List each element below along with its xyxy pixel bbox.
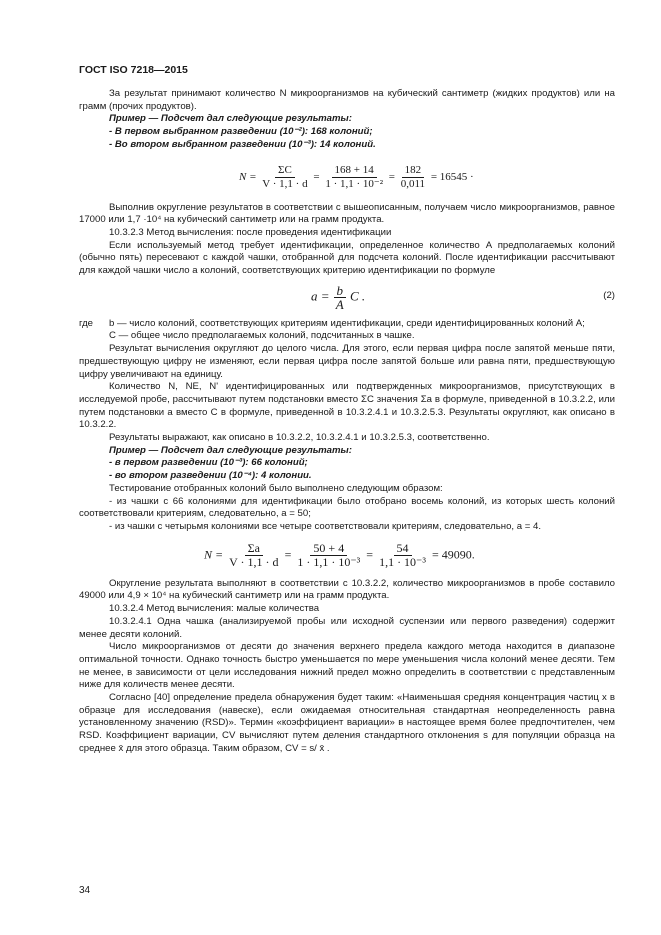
formula2-num: b — [334, 284, 347, 298]
paragraph-identification: Если используемый метод требует идентификации, определенное количество A предполагаемых колоний (обычно пять) пересевают с каждой чашки, отобранной для подсчета колоний. После идентификации рассчитывают для каждой чашки число a колоний, соответствующих критерию идентификации по формуле — [79, 239, 615, 277]
formula3-frac2-num: 50 + 4 — [310, 542, 347, 556]
paragraph-ten-colonies: Число микроорганизмов от десяти до значения верхнего предела каждого метода находится в диапазоне оптимальной точности. Однако точность быстро уменьшается по мере уменьшения числа колоний менее десяти. Тем не менее, в зависимости от цели исследования нижний предел можно определить в соответствии с представленным ниже для количеств менее десяти. — [79, 641, 615, 691]
example2-title: Пример — Подсчет дал следующие результаты: — [109, 444, 352, 456]
paragraph-result: За результат принимают количество N микроорганизмов на кубический сантиметр (жидких продуктов) или на грамм (прочих продуктов). — [79, 88, 615, 112]
formula3-frac3-den: 1,1 · 10⁻³ — [379, 554, 426, 569]
paragraph-rounding: Выполнив округление результатов в соответствии с вышеописанным, получаем число микроорганизмов, равное 17000 или 1,7 ·10⁴ на кубический сантиметр или на грамм продукта. — [79, 201, 615, 226]
formula2-den: A — [335, 296, 344, 312]
formula3-frac1-num: Σa — [245, 542, 263, 556]
where-b — [79, 318, 615, 331]
paragraph-dish-66: - из чашки с 66 колониями для идентификации было отобрано восемь колоний, из которых шесть колоний соответствовали критериям, следовательно, a = 50; — [79, 495, 615, 520]
formula-3: N = $\frac{\Sigma a}{V \cdot 1,1 \cdot d}$ = $\frac{50 + 4}{\text{1 · 1,1 · 10⁻³}}$ = $\frac{54}{\text{1,1 · 10⁻³}}$ = 49090. — [204, 540, 475, 569]
formula1-frac3-den: 0,011 — [400, 177, 426, 190]
formula-2 — [79, 278, 615, 318]
section-10-3-2-3: 10.3.2.3 Метод вычисления: после проведения идентификации — [109, 226, 392, 238]
formula1-frac3-num: 182 — [402, 164, 425, 178]
paragraph-detection-limit: Согласно [40] определение предела обнаружения будет таким: «Наименьшая средняя концентрация частиц x в образце для исследования (навеске), если ожидаемая относительная стандартная неопределенность равна установленному значению (RSD)». Термин «коэффициент вариации» в настоящее время более предпочтителен, чем RSD. Коэффициент вариации, CV вычисляют путем деления стандартного отклонения s для популяции образца на среднее x̄ для этого образца. Таким образом, CV = s/ x̄ . — [79, 692, 615, 754]
paragraph-express: Результаты выражают, как описано в 10.3.2.2, 10.3.2.4.1 и 10.3.2.5.3, соответственно. — [109, 432, 490, 444]
formula1-frac2-num: 168 + 14 — [332, 164, 377, 178]
running-header: ГОСТ ISO 7218—2015 — [79, 64, 188, 76]
paragraph-dish-4: - из чашки с четырьмя колониями все четыре соответствовали критериям, следовательно, a = 4. — [109, 520, 542, 532]
example1-line2: - Во втором выбранном разведении (10⁻³): 14 колоний. — [109, 138, 376, 150]
formula3-result: = 49090. — [432, 546, 475, 561]
paragraph-10-3-2-4-1: 10.3.2.4.1 Одна чашка (анализируемой пробы или исходной суспензии или первого разведения) содержит менее десяти колоний. — [79, 615, 615, 640]
where-b-definition: b — число колоний, соответствующих критериям идентификации, среди идентифицированных колоний A; — [109, 317, 585, 329]
body-text — [79, 88, 615, 756]
formula-1: N = $\frac{\Sigma C}{V \cdot 1,1 \cdot d}$ = $\frac{168 + 14}{\text{1 · 1,1 · 10⁻²}}$ = $\frac{182}{0,011}$ = 16545 · — [239, 163, 474, 190]
formula1-lhs: N = — [239, 170, 257, 183]
formula1-frac1-den: V · 1,1 · d — [262, 177, 308, 190]
page-number: 34 — [79, 885, 91, 896]
where-label: где — [79, 317, 94, 329]
example2-line2: - во втором разведении (10⁻⁴): 4 колонии. — [109, 470, 312, 482]
equation-number: (2) — [603, 289, 615, 301]
formula1-frac1-num: ΣC — [275, 164, 295, 178]
paragraph-round-integer: Результат вычисления округляют до целого числа. Для этого, если первая цифра после запятой меньше пяти, предшествующую цифру не изменяют, если первая цифра после запятой больше или равна пяти, предшествующую цифру увеличивают на единицу. — [79, 343, 615, 380]
example2-line1: - в первом разведении (10⁻³): 66 колоний; — [109, 457, 308, 469]
where-c-definition: C — общее число предполагаемых колоний, подсчитанных в чашке. — [109, 330, 415, 342]
paragraph-round-result: Округление результата выполняют в соответствии с 10.3.2.2, количество микроорганизмов в пробе составило 49000 или 4,9 × 10⁴ на кубический сантиметр или на грамм продукта. — [79, 577, 615, 602]
example1-title: Пример — Подсчет дал следующие результаты: — [109, 113, 352, 125]
formula2-lhs: a = — [311, 288, 330, 304]
paragraph-count-n: Количество N, NE, N' идентифицированных или подтвержденных микроорганизмов, присутствующих в исследуемой пробе, рассчитывают путем подстановки вместо ΣC значения Σa в формуле, приведенной в 10.3.2.2, или путем подстановки a вместо C в формуле, приведенной в 10.3.2.4.1 и 10.3.2.5.3. Результаты округляют, как описано в 10.3.2.2. — [79, 381, 615, 431]
formula3-frac1-den: V · 1,1 · d — [229, 554, 279, 569]
formula2-rhs: C . — [349, 288, 366, 304]
formula3-frac2-den: 1 · 1,1 · 10⁻³ — [297, 554, 361, 569]
section-10-3-2-4: 10.3.2.4 Метод вычисления: малые количества — [109, 603, 320, 615]
example1-line1: - В первом выбранном разведении (10⁻²): 168 колоний; — [109, 126, 373, 138]
formula3-lhs: N = — [204, 546, 224, 561]
formula1-frac2-den: 1 · 1,1 · 10⁻² — [325, 177, 383, 190]
paragraph-testing: Тестирование отобранных колоний было выполнено следующим образом: — [109, 482, 443, 494]
formula3-frac3-num: 54 — [394, 542, 412, 556]
formula1-result: = 16545 · — [430, 170, 474, 183]
